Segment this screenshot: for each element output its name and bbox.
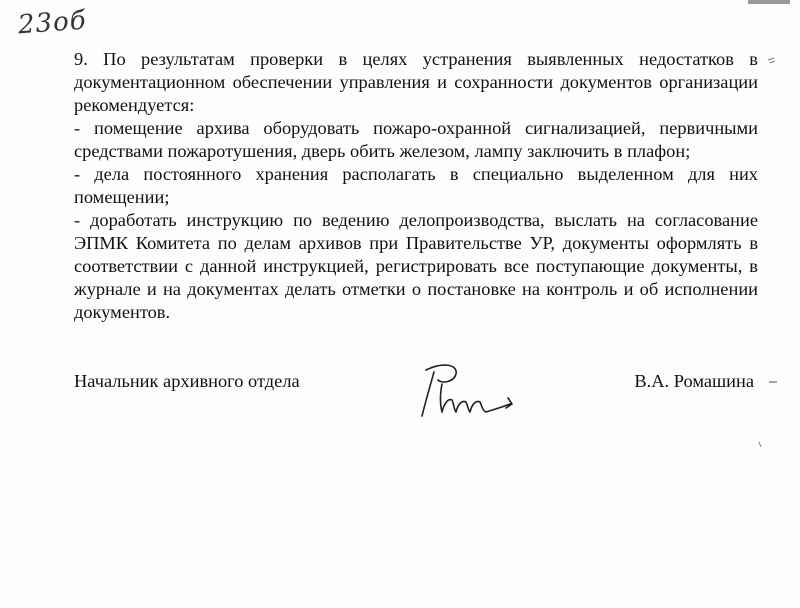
handwritten-signature bbox=[412, 358, 522, 428]
scan-artifact-top bbox=[748, 0, 800, 8]
recommendation-storage: - дела постоянного хранения располагать в специально выделенном для них помещении; bbox=[74, 164, 758, 207]
sheet-number: 23об bbox=[17, 5, 88, 41]
recommendation-instructions: - доработать инструкцию по ведению делопроизводства, выслать на согласование ЭПМК Комитета по делам архивов при Правительстве УР, документы оформлять в соответствии с данной инструкцией, регистрировать все поступающие документы, в журнале и на документах делать отметки о постановке на контроль и об исполнении документов. bbox=[74, 210, 758, 322]
scan-artifact-margin bbox=[766, 54, 778, 66]
scan-artifact-dash bbox=[768, 376, 780, 388]
item-intro-paragraph: 9. По результатам проверки в целях устранения выявленных недостатков в документационном обеспечении управления и сохранности документов организации рекомендуется: bbox=[74, 49, 758, 115]
signer-name: В.А. Ромашина bbox=[634, 371, 754, 391]
scan-artifact-dot bbox=[756, 440, 766, 450]
signer-position: Начальник архивного отдела bbox=[74, 371, 300, 391]
recommendation-alarm: - помещение архива оборудовать пожаро-охранной сигнализацией, первичными средствами пожаротушения, дверь обить железом, лампу заключить в плафон; bbox=[74, 118, 758, 161]
document-body bbox=[74, 48, 758, 324]
